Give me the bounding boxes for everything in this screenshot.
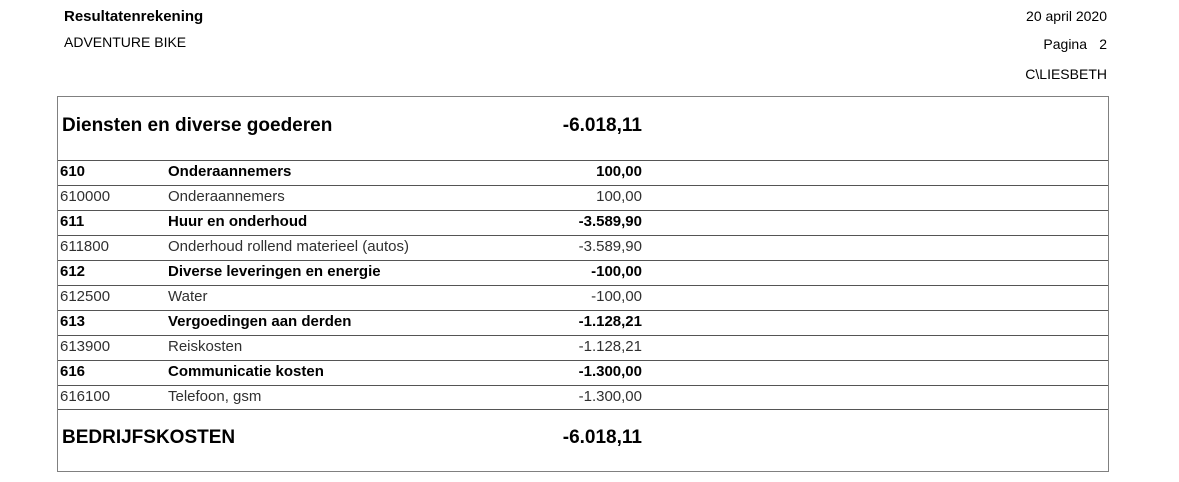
group-header bbox=[58, 97, 1108, 160]
account-code: 611800 bbox=[60, 238, 109, 255]
account-amount: -100,00 bbox=[591, 263, 642, 280]
account-code: 610000 bbox=[60, 188, 111, 205]
account-code: 611 bbox=[60, 213, 85, 230]
page-indicator bbox=[1043, 36, 1107, 52]
account-code: 616 bbox=[60, 363, 86, 380]
account-code: 613 bbox=[60, 313, 86, 330]
table-row bbox=[58, 335, 1108, 360]
account-amount: -1.300,00 bbox=[578, 388, 642, 405]
footer-title: BEDRIJFSKOSTEN bbox=[62, 427, 236, 448]
account-description: Reiskosten bbox=[168, 338, 243, 355]
group-total: -6.018,11 bbox=[562, 115, 642, 136]
account-description: Water bbox=[168, 288, 208, 305]
page-label: Pagina bbox=[1043, 36, 1087, 52]
table-row bbox=[58, 385, 1108, 410]
user-path: C\LIESBETH bbox=[1025, 66, 1107, 82]
account-description: Diverse leveringen en energie bbox=[168, 263, 381, 280]
account-amount: -1.128,21 bbox=[578, 338, 642, 355]
account-amount: 100,00 bbox=[596, 163, 642, 180]
table-row bbox=[58, 285, 1108, 310]
account-code: 613900 bbox=[60, 338, 111, 355]
account-description: Communicatie kosten bbox=[168, 363, 324, 380]
table-row bbox=[58, 235, 1108, 260]
table-row bbox=[58, 160, 1108, 185]
account-amount: -1.128,21 bbox=[578, 313, 642, 330]
table-row bbox=[58, 185, 1108, 210]
company-name: ADVENTURE BIKE bbox=[64, 34, 187, 50]
account-code: 612500 bbox=[60, 288, 111, 305]
account-amount: -1.300,00 bbox=[578, 363, 642, 380]
account-description: Telefoon, gsm bbox=[168, 388, 262, 405]
account-code: 612 bbox=[60, 263, 86, 280]
account-description: Vergoedingen aan derden bbox=[168, 313, 352, 330]
account-description: Huur en onderhoud bbox=[168, 213, 308, 230]
table-row bbox=[58, 210, 1108, 235]
table-row bbox=[58, 310, 1108, 335]
account-amount: -3.589,90 bbox=[578, 213, 642, 230]
account-description: Onderhoud rollend materieel (autos) bbox=[168, 238, 409, 255]
account-amount: -3.589,90 bbox=[578, 238, 642, 255]
report-date: 20 april 2020 bbox=[1026, 8, 1107, 24]
group-title: Diensten en diverse goederen bbox=[62, 115, 333, 136]
account-description: Onderaannemers bbox=[168, 163, 292, 180]
account-rows bbox=[58, 160, 1108, 410]
account-code: 610 bbox=[60, 163, 86, 180]
footer-total: -6.018,11 bbox=[562, 427, 642, 448]
account-description: Onderaannemers bbox=[168, 188, 285, 205]
report-table bbox=[57, 96, 1109, 472]
page-number: 2 bbox=[1099, 36, 1107, 52]
account-code: 616100 bbox=[60, 388, 111, 405]
account-amount: -100,00 bbox=[591, 288, 642, 305]
account-amount: 100,00 bbox=[596, 188, 642, 205]
report-title: Resultatenrekening bbox=[64, 8, 204, 25]
table-row bbox=[58, 260, 1108, 285]
table-row bbox=[58, 360, 1108, 385]
